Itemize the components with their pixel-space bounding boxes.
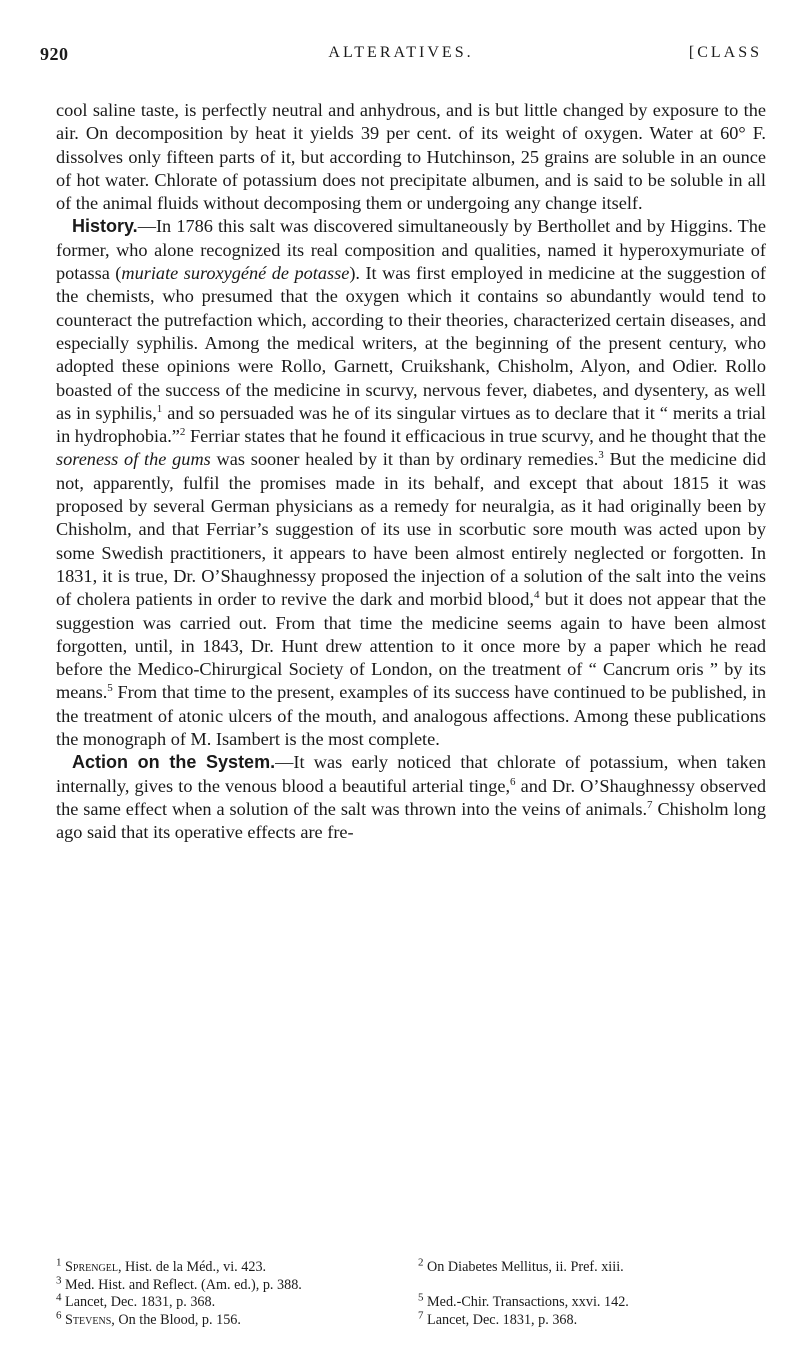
footnote-ref[interactable]: 5 [107, 682, 113, 695]
paragraph-history: History.—In 1786 this salt was discovered simultaneously by Berthollet and by Higgins. The former, who alone recognized its real composition and qualities, named it hyperoxymuriate of potassa (muriate suroxygéné de potasse). It was first employed in medicine at the suggestion of the chemists, who presumed that the oxygen which it contains so abundantly would tend to counteract the putrefaction which, according to their theories, characterized certain diseases, and especially syphilis. Among the medical writers, at the beginning of the present century, who adopted these opinions were Rollo, Garnett, Cruikshank, Chisholm, Alyon, and Odier. Rollo boasted of the success of the medicine in scurvy, nervous fever, diabetes, and dysentery, as well as in syphilis,$^1$ and so persuaded was he of its singular virtues as to declare that it “ merits a trial in hydrophobia.”$^2$ Ferriar states that he found it efficacious in true scurvy, and he thought that the soreness of the gums was sooner healed by it than by ordinary remedies.$^3$ But the medicine did not, apparently, fulfil the promises made in its behalf, and except that about 1815 it was proposed by several German physicians as a remedy for neuralgia, as it had originally been by Chisholm, and that Ferriar’s suggestion of its use in scorbutic sore mouth was acted upon by some Swedish practitioners, it appears to have been almost entirely neglected or forgotten. In 1831, it is true, Dr. O’Shaughnessy proposed the injection of a solution of the salt into the veins of cholera patients in order to revive the dark and morbid blood,$^4$ but it does not appear that the suggestion was carried out. From that time the medicine seems again to have been almost forgotten, until, in 1843, Dr. Hunt drew attention to it once more by a paper which he read before the Medico-Chirurgical Society of London, on the treatment of “ Cancrum oris ” by its means.$^5$ From that time to the present, examples of its success have continued to be published, in the treatment of atonic ulcers of the mouth, and analogous affections. Among these publications the monograph of M. Isambert is the most complete. [56, 216, 766, 750]
text-span: and Dr. O’Shaughnessy observed the same effect when a solution of the salt was thrown into the veins of animals. [56, 775, 766, 819]
text-span: cool saline taste, is perfectly neutral and anhydrous, and is but little changed by exposure to the air. On decomposition by heat it yields 39 per cent. of its weight of oxygen. Water at 60° F. dissolves only fifteen parts of it, but according to Hutchinson, 25 grains are soluble in an ounce of hot water. Chlorate of potassium does not precipitate albumen, and is said to be soluble in all of the animal fluids without decomposing them or undergoing any change itself. [56, 100, 766, 214]
footnote-ref[interactable]: 1 [156, 402, 163, 415]
footnote-ref[interactable]: 4 [533, 589, 540, 602]
page-number: 920 [40, 44, 69, 64]
footnote-ref[interactable]: 6 [510, 775, 516, 788]
text-span: From that time to the present, examples of its success have continued to be published, in the treatment of atonic ulcers of the mouth, and analogous affections. Among these publications the monograph of M. Isambert is the most complete. [56, 682, 766, 750]
text-span: —In 1786 this salt was discovered simultaneously by Berthollet and by Higgins. The former, who alone recognized its real composition and qualities, named it hyperoxymuriate of potassa [56, 216, 766, 284]
footnote-6: $^6$ Stevens, On the Blood, p. 156. [56, 1309, 241, 1328]
paragraph-action [56, 751, 766, 844]
footnote-7: $^7$ Lancet, Dec. 1831, p. 368. [418, 1309, 578, 1328]
text-span: Ferriar states that he found it efficacious in true scurvy, and he thought that the [185, 426, 766, 447]
text-span: and so persuaded was he of its singular virtues as to declare that it “ merits a trial in hydrophobia.” [56, 402, 766, 447]
footnote-3: $^3$ Med. Hist. and Reflect. (Am. ed.), p. 388. [56, 1273, 302, 1293]
footnote-5: $^5$ Med.-Chir. Transactions, xxvi. 142. [418, 1291, 629, 1311]
footnote-ref[interactable]: 2 [179, 426, 186, 439]
footnotes [56, 1256, 766, 1329]
footnote-1: $^1$ Sprengel, Hist. de la Méd., vi. 423. [56, 1256, 267, 1275]
footnote-ref[interactable]: 7 [647, 798, 653, 811]
footnote-ref[interactable]: 3 [598, 449, 604, 462]
italic-term: soreness of the gums [56, 449, 211, 470]
text-span: ). It was first employed in medicine at the suggestion of the chemists, who presumed that the oxygen which it contains so abundantly would tend to counteract the putrefaction which, according to their theories, characterized certain diseases, and especially syphilis. Among the medical writers, at the beginning of the present century, who adopted these opinions were Rollo, Garnett, Cruikshank, Chisholm, Alyon, and Odier. Rollo boasted of the success of the medicine in scurvy, nervous fever, diabetes, and dysentery, as well as in syphilis, [56, 263, 766, 423]
section-heading-history: History. [72, 216, 138, 237]
footnote-2: $^2$ On Diabetes Mellitus, ii. Pref. xiii. [418, 1256, 624, 1275]
footnote-row [56, 1273, 766, 1295]
italic-term: muriate suroxygéné de potasse [121, 263, 350, 284]
paragraph-properties [56, 99, 766, 215]
section-heading-action: Action on the System. [72, 752, 276, 773]
text-span: was sooner healed by it than by ordinary remedies. [216, 449, 599, 470]
class-label: [CLASS [688, 44, 762, 61]
running-title: ALTERATIVES. [328, 44, 474, 61]
footnote-row [56, 1309, 766, 1330]
text-span: —It was early noticed that chlorate of potassium, when taken internally, gives to the venous blood a beautiful arterial tinge, [56, 752, 766, 796]
article-body [56, 99, 766, 845]
text-span: Chisholm long ago said that its operative effects are fre- [56, 798, 766, 843]
footnote-4: $^4$ Lancet, Dec. 1831, p. 368. [56, 1291, 216, 1311]
footnote-row [56, 1256, 766, 1277]
text-span: but it does not appear that the suggestion was carried out. From that time the medicine seems again to have been almost forgotten, until, in 1843, Dr. Hunt drew attention to it once more by a paper which he read before the Medico-Chirurgical Society of London, on the treatment of “ Cancrum oris ” by its means. [56, 589, 766, 703]
footnote-row [56, 1291, 766, 1312]
text-span: But the medicine did not, apparently, fulfil the promises made in its behalf, and except that about 1815 it was proposed by several German physicians as a remedy for neuralgia, as it had originally been by Chisholm, and that Ferriar’s suggestion of its use in scorbutic sore mouth was acted upon by some Swedish practitioners, it appears to have been almost entirely neglected or forgotten. In 1831, it is true, Dr. O’Shaughnessy proposed the injection of a solution of the salt into the veins of cholera patients in order to revive the dark and morbid blood, [56, 449, 766, 610]
running-header [40, 44, 762, 72]
